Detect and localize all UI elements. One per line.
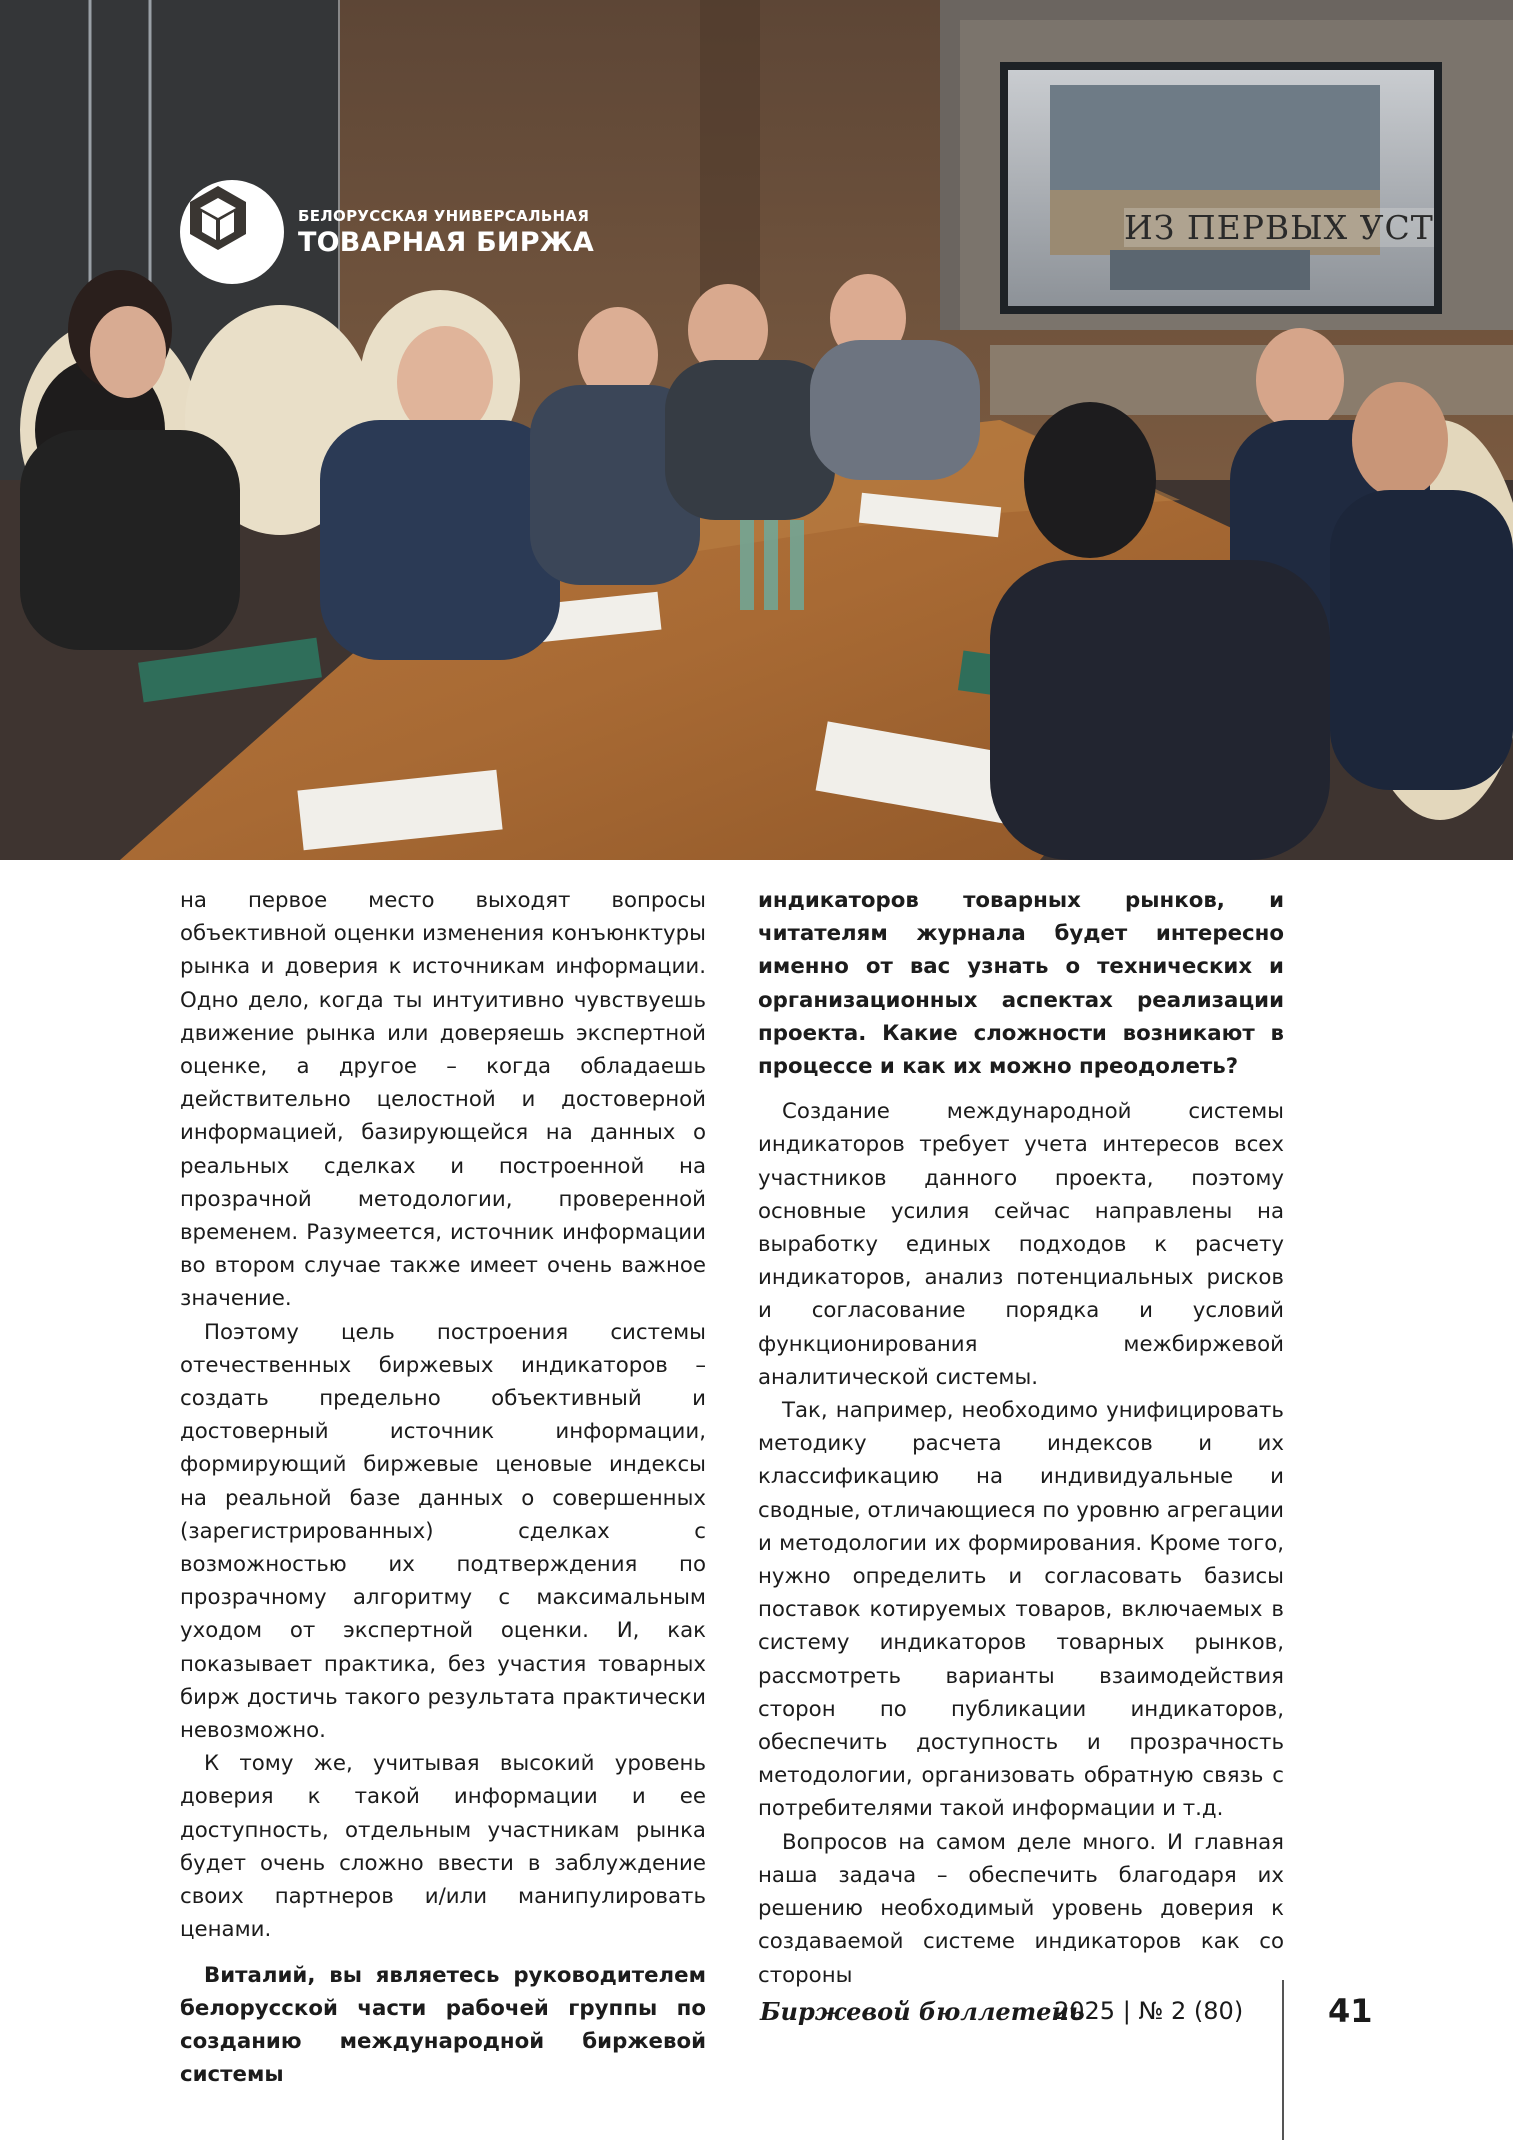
logo-text bbox=[298, 207, 594, 258]
paragraph: Создание международной системы индикаторов требует учета интересов всех участников данного проекта, поэтому основные усилия сейчас направлены на выработку единых подходов к расчету индикаторов, анализ потенциальных рисков и согласование порядка и условий функционирования межбиржевой аналитической системы. bbox=[758, 1099, 1284, 1390]
paragraph: Поэтому цель построения системы отечественных биржевых индикаторов – создать предельно объективный и достоверный источник информации, формирующий биржевые ценовые индексы на реальной базе данных о совершенных (зарегистрированных) сделках с возможностью их подтверждения по прозрачному алгоритму с максимальным уходом от экспертной оценки. И, как показывает практика, без участия товарных бирж достичь такого результата практически невозможно. bbox=[180, 1319, 706, 1744]
interview-question: Виталий, вы являетесь руководителем белорусской части рабочей группы по созданию международной биржевой системы bbox=[180, 1962, 706, 2088]
paragraph: Так, например, необходимо унифицировать методику расчета индексов и их классификацию на индивидуальные и сводные, отличающиеся по уровню агрегации и методологии их формирования. Кроме того, нужно определить и согласовать базисы поставок котируемых товаров, включаемых в систему индикаторов товарных рынков, рассмотреть варианты взаимодействия сторон по публикации индикаторов, обеспечить доступность и прозрачность методологии, организовать обратную связь с потребителями такой информации и т.д. bbox=[758, 1398, 1284, 1822]
logo-line-1: БЕЛОРУССКАЯ УНИВЕРСАЛЬНАЯ bbox=[298, 206, 590, 225]
meeting-room-illustration bbox=[0, 0, 1513, 860]
exchange-emblem-icon bbox=[180, 180, 284, 284]
section-tag: ИЗ ПЕРВЫХ УСТ bbox=[1124, 208, 1434, 247]
journal-name: Биржевой бюллетень bbox=[760, 1997, 1085, 2026]
paragraph: на первое место выходят вопросы объективной оценки изменения конъюнктуры рынка и доверия к источникам информации. Одно дело, когда ты интуитивно чувствуешь движение рынка или доверяешь экспертной оценке, а другое – когда обладаешь действительно целостной и достоверной информацией, базирующейся на данных о реальных сделках и построенной на прозрачной методологии, проверенной временем. Разумеется, источник информации во втором случае также имеет очень важное значение. bbox=[180, 888, 706, 1312]
article-column-left bbox=[180, 884, 706, 2091]
page-number: 41 bbox=[1328, 1992, 1373, 2030]
paragraph: К тому же, учитывая высокий уровень доверия к такой информации и ее доступность, отдельным участникам рынка будет очень сложно ввести в заблуждение своих партнеров и/или манипулировать ценами. bbox=[180, 1751, 706, 1943]
issue-number: 2025 | № 2 (80) bbox=[1054, 1997, 1244, 2025]
article-column-right bbox=[758, 884, 1284, 1992]
logo-line-2: ТОВАРНАЯ БИРЖА bbox=[298, 226, 595, 258]
interview-question: индикаторов товарных рынков, и читателям журнала будет интересно именно от вас узнать о технических и организационных аспектах реализации проекта. Какие сложности возникают в процессе и как их можно преодолеть? bbox=[758, 888, 1284, 1080]
footer-divider bbox=[1282, 1980, 1284, 2140]
paragraph: Вопросов на самом деле много. И главная наша задача – обеспечить благодаря их решению необходимый уровень доверия к создаваемой системе индикаторов как со стороны bbox=[758, 1829, 1284, 1988]
exchange-logo bbox=[180, 180, 594, 284]
meeting-photo bbox=[0, 0, 1513, 860]
